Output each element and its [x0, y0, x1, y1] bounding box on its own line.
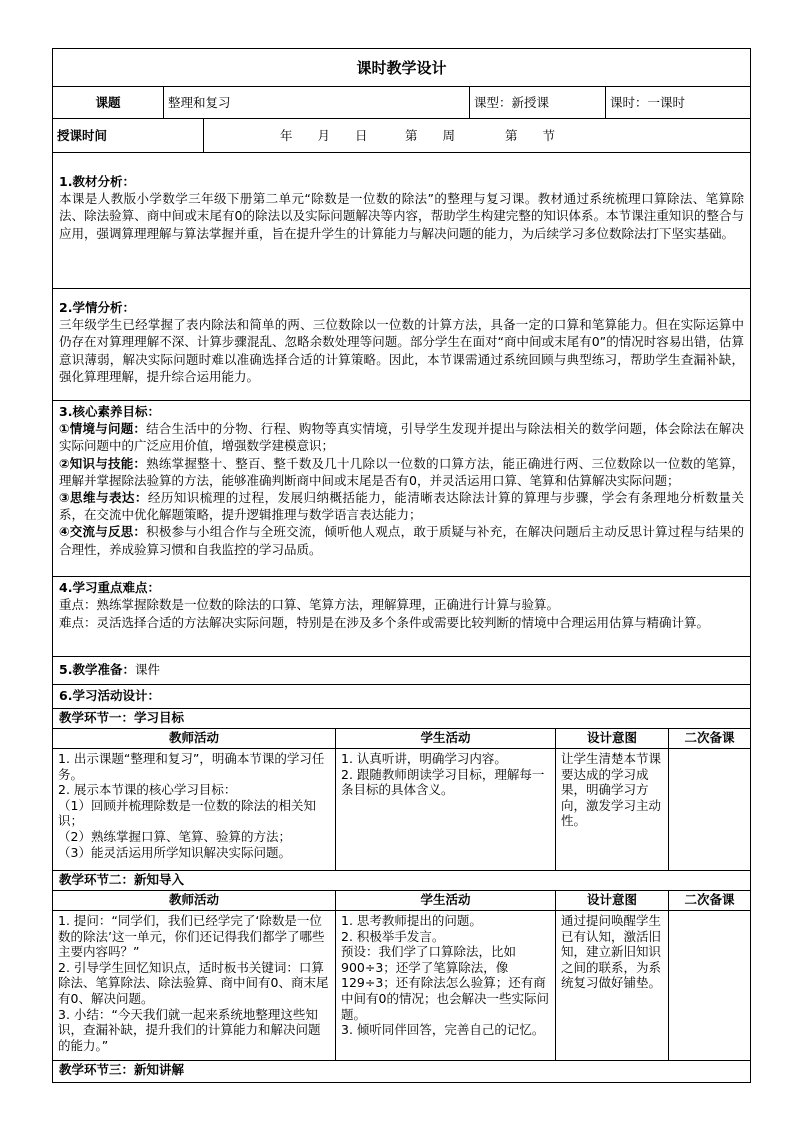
- stage1-content: [53, 749, 750, 871]
- analysis-body: 本课是人教版小学数学三年级下册第二单元“除数是一位数的除法”的整理与复习课。教材通过系统梳理口算除法、笔算除法、除法验算、商中间或末尾有0的除法以及实际问题解决等内容，帮助学生构建完整的知识体系。本节课注重知识的整合与应用，强调算理理解与算法掌握并重，旨在提升学生的计算能力与解决问题的能力，为后续学习多位数除法打下坚实基础。: [59, 191, 744, 241]
- title-row: [53, 49, 750, 87]
- stage2-col-headers: [53, 891, 750, 911]
- student-step: 1. 认真听讲，明确学习内容。: [341, 751, 507, 766]
- goal-text: 结合生活中的分物、行程、购物等真实情境，引导学生发现并提出与除法相关的数学问题，体会除法在解决实际问题中的广泛应用价值，增强数学建模意识；: [59, 421, 744, 454]
- goal-text: 熟练掌握整十、整百、整千数及几十几除以一位数的口算方法，能正确进行两、三位数除以一位数的笔算，理解并掌握除法验算的方法，能够准确判断商中间或末尾是否有0，并灵活运用口算、笔算和估算解决实际问题；: [59, 455, 744, 488]
- goal-label: ③思维与表达：: [59, 490, 148, 506]
- goal-item: [59, 420, 744, 454]
- col-student: 学生活动: [335, 729, 555, 748]
- lesson-plan-table: [52, 48, 751, 1083]
- student-step: 2. 积极举手发言。: [341, 928, 445, 944]
- page-title: 课时教学设计: [356, 59, 447, 77]
- stage1-teacher: [53, 749, 335, 870]
- stage1-col-headers: [53, 729, 750, 749]
- activities-heading-row: [53, 685, 750, 709]
- student-step: 1. 思考教师提出的问题。: [341, 913, 482, 928]
- goal-item: [59, 523, 744, 557]
- goal-item: [59, 489, 744, 523]
- textbook-analysis: [53, 153, 750, 289]
- prep-heading: 5.教学准备：: [59, 662, 135, 677]
- teacher-step: 2. 引导学生回忆知识点，适时板书关键词：口算除法、笔算除法、除法验算、商中间有0、商末尾有0、解决问题。: [58, 959, 329, 1006]
- stage2-second: [668, 911, 750, 1060]
- col-teacher: 教师活动: [168, 892, 219, 907]
- stage2-teacher: [53, 911, 335, 1060]
- teacher-step: （2）熟练掌握口算、笔算、验算的方法；: [58, 828, 291, 844]
- stage2-intent: [555, 911, 668, 1060]
- teacher-step: 1. 提问：“同学们，我们已经学完了‘除数是一位数的除法’这一单元，你们还记得我们都学了哪些主要内容吗？”: [58, 913, 325, 960]
- difficult-point: 难点：灵活选择合适的方法解决实际问题，特别是在涉及多个条件或需要比较判断的情境中合理运用估算与精确计算。: [59, 615, 710, 631]
- lesson-period: 课时：一课时: [605, 87, 750, 118]
- student-step: 2. 跟随教师朗读学习目标，理解每一条目标的具体含义。: [341, 766, 545, 798]
- col-teacher: 教师活动: [168, 730, 219, 745]
- stage2-heading-row: [53, 871, 750, 891]
- stage1-intent: [555, 749, 668, 870]
- topic-row: [53, 87, 750, 119]
- student-step: 3. 倾听同伴回答，完善自己的记忆。: [341, 1022, 545, 1038]
- key-difficult-points: [53, 577, 750, 657]
- goal-label: ②知识与技能：: [59, 455, 147, 471]
- keypoints-heading: 4.学习重点难点：: [59, 580, 160, 595]
- prep-value: 课件: [134, 662, 160, 677]
- goal-text: 经历知识梳理的过程，发展归纳概括能力，能清晰表达除法计算的算理与步骤，学会有条理地分析数量关系，在交流中优化解题策略，提升逻辑推理与数学语言表达能力；: [59, 490, 744, 523]
- activities-heading: 6.学习活动设计：: [59, 688, 160, 703]
- key-point: 重点：熟练掌握除数是一位数的除法的口算、笔算方法，理解算理，正确进行计算与验算。: [59, 597, 560, 613]
- core-goals: [53, 401, 750, 577]
- teacher-step: 1. 出示课题“整理和复习”，明确本节课的学习任务。: [58, 751, 325, 782]
- stage3-heading: 教学环节三：新知讲解: [59, 1062, 185, 1077]
- stage3-heading-row: [53, 1061, 750, 1082]
- time-value: 年 月 日 第 周 第 节: [203, 119, 750, 152]
- goal-label: ④交流与反思：: [59, 524, 147, 540]
- students-heading: 2.学情分析：: [59, 300, 135, 315]
- analysis-heading: 1.教材分析：: [59, 174, 135, 189]
- lesson-type: 课型：新授课: [469, 87, 605, 118]
- col-second: 二次备课: [668, 891, 750, 910]
- students-body: 三年级学生已经掌握了表内除法和简单的两、三位数除以一位数的计算方法，具备一定的口算和笔算能力。但在实际运算中仍存在对算理理解不深、计算步骤混乱、忽略余数处理等问题。部分学生在面对“商中间或末尾有0”的情况时容易出错，估算意识薄弱，解决实际问题时难以准确选择合适的计算策略。因此，本节课需通过系统回顾与典型练习，帮助学生查漏补缺，强化算理理解，提升综合运用能力。: [59, 317, 744, 384]
- time-row: [53, 119, 750, 153]
- col-intent: 设计意图: [555, 729, 668, 748]
- student-step: 预设：我们学了口算除法，比如900÷3；还学了笔算除法，像129÷3；还有除法怎么验算；还有商中间有0的情况；也会解决一些实际问题。: [341, 944, 549, 1022]
- col-intent: 设计意图: [555, 891, 668, 910]
- teacher-step: 3. 小结：“今天我们就一起来系统地整理这些知识，查漏补缺，提升我们的计算能力和解决问题的能力。”: [58, 1006, 321, 1053]
- goal-text: 积极参与小组合作与全班交流，倾听他人观点，敢于质疑与补充，在解决问题后主动反思计算过程与结果的合理性，养成验算习惯和自我监控的学习品质。: [59, 524, 744, 557]
- col-second: 二次备课: [668, 729, 750, 748]
- stage1-student: [335, 749, 555, 870]
- goals-heading: 3.核心素养目标：: [59, 404, 160, 419]
- stage2-content: [53, 911, 750, 1061]
- stage2-student: [335, 911, 555, 1060]
- topic-value: 整理和复习: [163, 87, 469, 118]
- teacher-step: （3）能灵活运用所学知识解决实际问题。: [58, 844, 291, 860]
- time-label: 授课时间: [57, 128, 108, 143]
- teaching-prep: [53, 657, 750, 685]
- topic-label: 课题: [95, 95, 121, 110]
- intent-text: 通过提问唤醒学生已有认知，激活旧知，建立新旧知识之间的联系，为系统复习做好铺垫。: [561, 913, 662, 991]
- teacher-step: 2. 展示本节课的核心学习目标：: [58, 782, 237, 798]
- stage1-second: [668, 749, 750, 870]
- stage2-heading: 教学环节二：新知导入: [59, 872, 185, 887]
- col-student: 学生活动: [335, 891, 555, 910]
- student-analysis: [53, 289, 750, 401]
- goal-item: [59, 455, 744, 489]
- intent-text: 让学生清楚本节课要达成的学习成果，明确学习方向，激发学习主动性。: [561, 751, 662, 829]
- stage1-heading: 教学环节一：学习目标: [59, 710, 185, 725]
- teacher-step: （1）回顾并梳理除数是一位数的除法的相关知识；: [58, 797, 316, 829]
- goal-label: ①情境与问题：: [59, 421, 147, 437]
- stage1-heading-row: [53, 709, 750, 729]
